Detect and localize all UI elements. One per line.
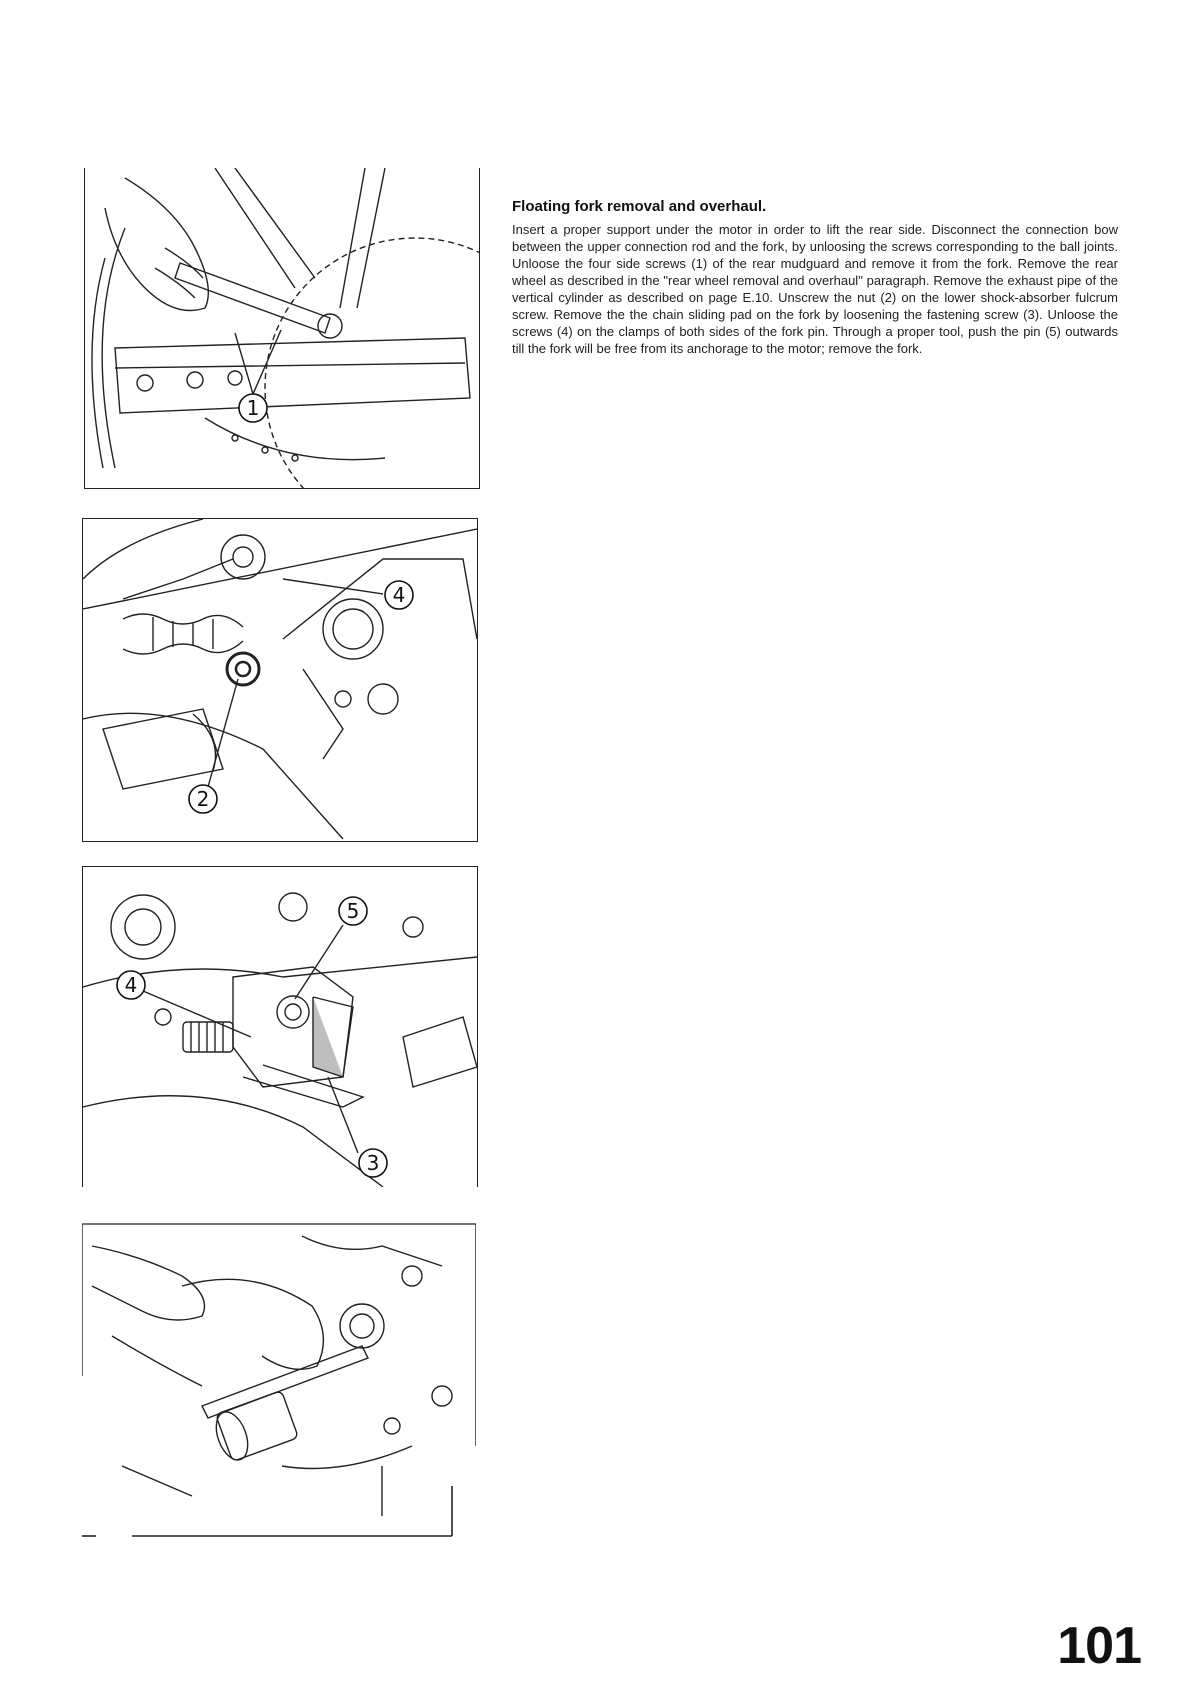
callout-4 xyxy=(385,581,413,609)
figure-pin-push-tool xyxy=(82,1216,476,1546)
callout-5-label: 5 xyxy=(346,899,360,923)
section-body: Insert a proper support under the motor in order to lift the rear side. Disconnect the connection bow between the upper connection rod and the fork, by unloosing the screws corresponding to the ball joints. Unloose the four side screws (1) of the rear mudguard and remove it from the fork. Remove the rear wheel as described in the "rear wheel removal and overhaul" paragraph. Remove the exhaust pipe of the vertical cylinder as described on page E.10. Unscrew the nut (2) on the lower shock-absorber fulcrum screw. Remove the the chain sliding pad on the fork by loosening the fastening screw (3). Unloose the screws (4) on the clamps of both sides of the fork pin. Through a proper tool, push the pin (5) outwards till the fork will be free from its anchorage to the motor; remove the fork. xyxy=(512,222,1118,356)
fork-pin-illustration xyxy=(83,867,477,1187)
section-title: Floating fork removal and overhaul. xyxy=(512,198,767,215)
page-number: 101 xyxy=(1057,1617,1141,1675)
pin-push-illustration xyxy=(82,1216,476,1546)
callout-2 xyxy=(189,785,217,813)
callout-1-label: 1 xyxy=(246,396,260,420)
callout-5 xyxy=(339,897,367,925)
callout-3-label: 3 xyxy=(366,1151,380,1175)
shock-absorber-illustration xyxy=(83,519,477,841)
section-text-block xyxy=(512,198,1118,357)
callout-4b xyxy=(117,971,145,999)
figure-chain-pad-fork-pin xyxy=(82,866,478,1187)
callout-1 xyxy=(239,394,267,422)
callout-3 xyxy=(359,1149,387,1177)
figure-shock-absorber-nut xyxy=(82,518,478,842)
mudguard-screws-illustration xyxy=(85,168,479,488)
callout-4-label: 4 xyxy=(392,583,406,607)
callout-4b-label: 4 xyxy=(124,973,138,997)
figure-mudguard-screws xyxy=(84,168,480,489)
callout-2-label: 2 xyxy=(196,787,210,811)
